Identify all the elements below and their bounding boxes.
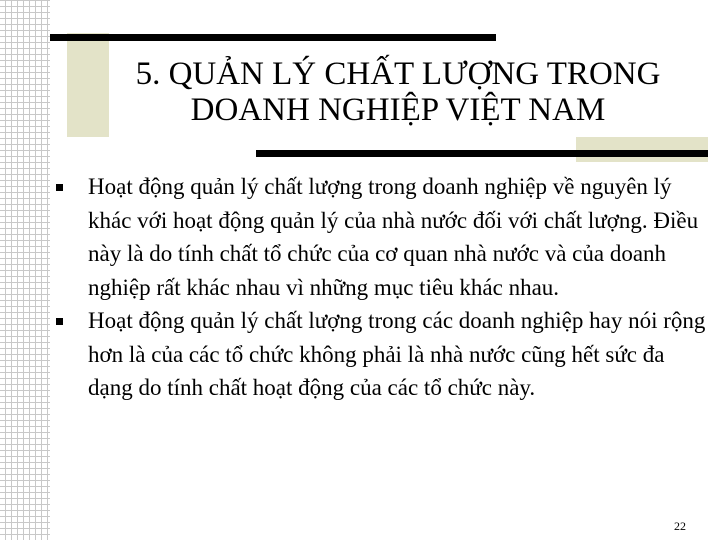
bullet-item xyxy=(56,304,708,405)
slide-title: 5. QUẢN LÝ CHẤT LƯỢNG TRONG DOANH NGHIỆP VIỆT NAM xyxy=(135,56,661,128)
page-number: 22 xyxy=(674,519,686,533)
square-bullet-icon xyxy=(56,318,63,325)
bullet-text: Hoạt động quản lý chất lượng trong doanh nghiệp về nguyên lý khác với hoạt động quản lý của nhà nước đối với chất lượng. Điều này là do tính chất tổ chức của cơ quan nhà nước và của doanh nghiệp rất khác nhau vì những mục tiêu khác nhau. xyxy=(88,174,699,300)
bullet-item xyxy=(56,170,708,304)
title-top-rule xyxy=(50,34,496,41)
bullet-text: Hoạt động quản lý chất lượng trong các doanh nghiệp hay nói rộng hơn là của các tổ chức không phải là nhà nước cũng hết sức đa dạng do tính chất hoạt động của các tổ chức này. xyxy=(88,308,706,400)
title-bottom-rule xyxy=(256,150,708,157)
decorative-grid-strip xyxy=(0,0,50,540)
square-bullet-icon xyxy=(56,184,63,191)
bullet-list xyxy=(56,170,708,405)
